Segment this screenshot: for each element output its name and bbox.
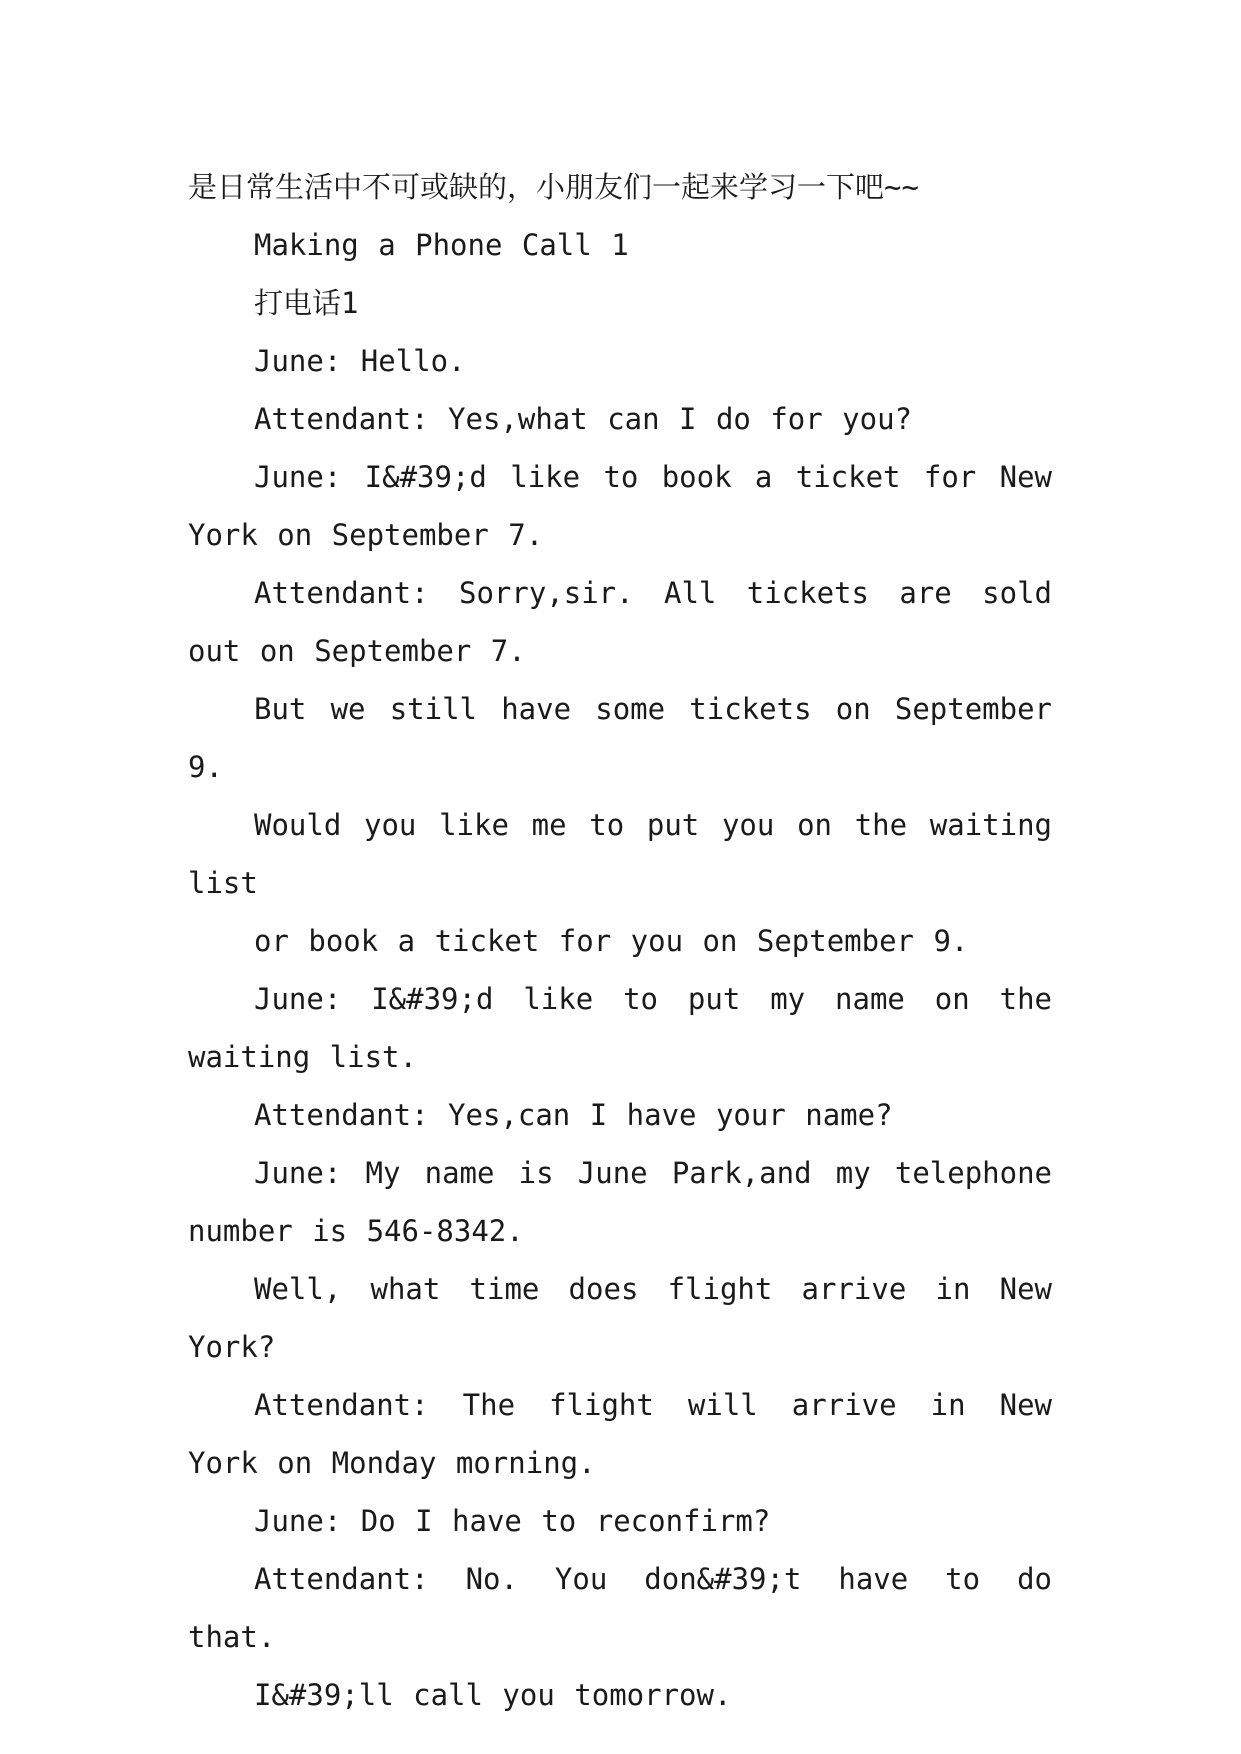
dialogue-line: Would you like me to put you on the waiting list xyxy=(188,808,1052,900)
document-body xyxy=(188,158,1052,1724)
dialogue-line: or book a ticket for you on September 9. xyxy=(254,924,969,958)
dialogue-title-chinese: 打电话1 xyxy=(254,286,359,320)
intro-line: 是日常生活中不可或缺的，小朋友们一起来学习一下吧~~ xyxy=(188,170,919,204)
dialogue-line: Attendant: The flight will arrive in New York on Monday morning. xyxy=(188,1388,1052,1480)
dialogue-line: Attendant: No. You don&#39;t have to do that. xyxy=(188,1562,1052,1654)
dialogue-line: Attendant: Yes,can I have your name? xyxy=(254,1098,893,1132)
dialogue-line: But we still have some tickets on September 9. xyxy=(188,692,1052,784)
dialogue-line: I&#39;ll call you tomorrow. xyxy=(254,1678,732,1712)
dialogue-line: Well, what time does flight arrive in New York? xyxy=(188,1272,1052,1364)
dialogue-line: June: Do I have to reconfirm? xyxy=(254,1504,771,1538)
dialogue-line: June: My name is June Park,and my telephone number is 546-8342. xyxy=(188,1156,1052,1248)
dialogue-line: Attendant: Yes,what can I do for you? xyxy=(254,402,913,436)
dialogue-title: Making a Phone Call 1 xyxy=(254,228,629,262)
dialogue-line: June: I&#39;d like to put my name on the waiting list. xyxy=(188,982,1052,1074)
dialogue-line: Attendant: Sorry,sir. All tickets are sold out on September 7. xyxy=(188,576,1052,668)
dialogue-line: June: Hello. xyxy=(254,344,466,378)
dialogue-line: June: I&#39;d like to book a ticket for New York on September 7. xyxy=(188,460,1052,552)
